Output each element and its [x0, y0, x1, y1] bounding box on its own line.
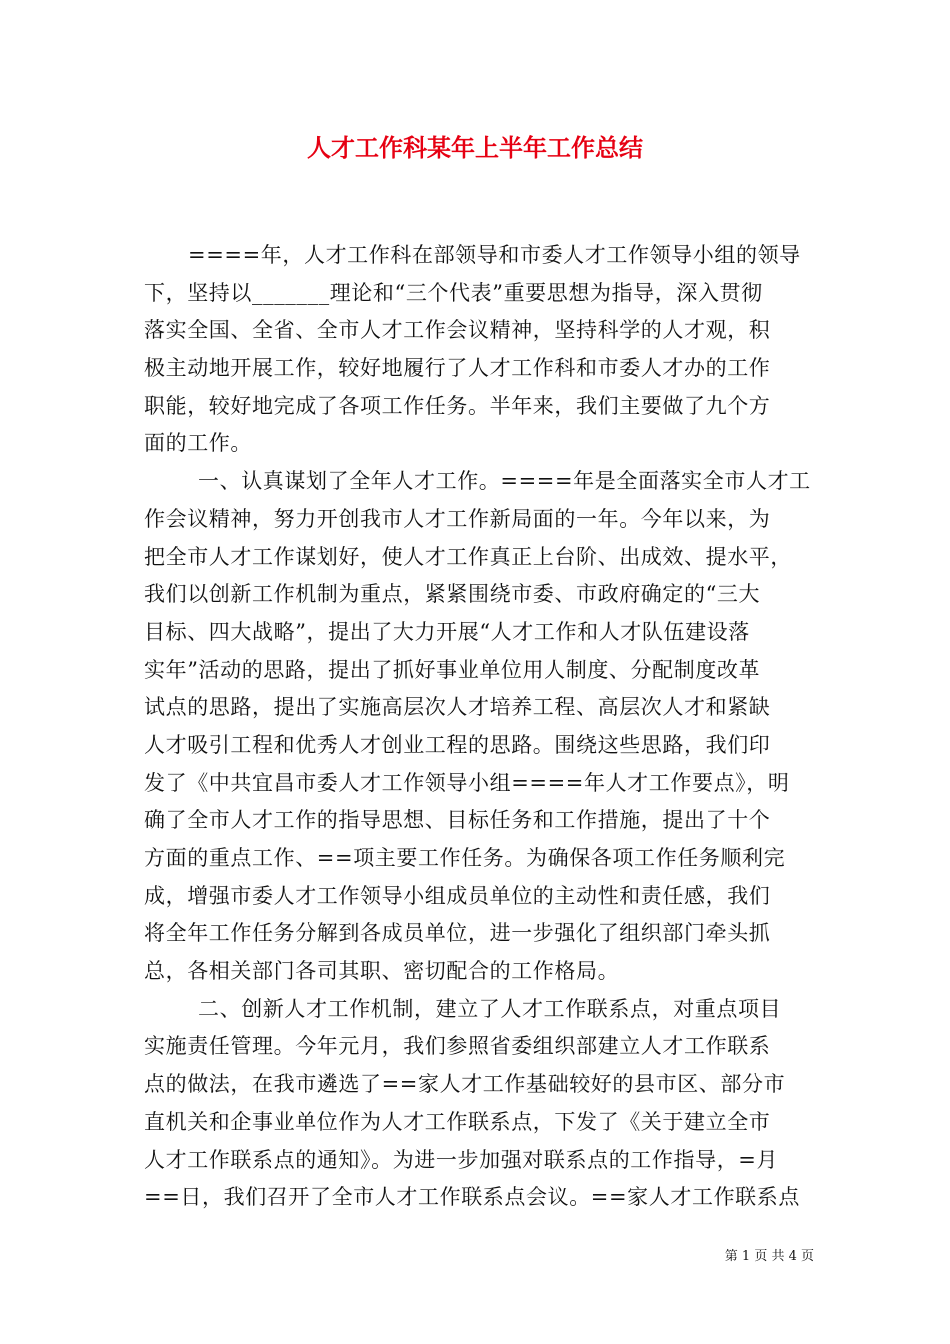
- text-line: 确了全市人才工作的指导思想、目标任务和工作措施，提出了十个: [144, 808, 771, 833]
- text-line: 落实全国、全省、全市人才工作会议精神，坚持科学的人才观，积: [144, 318, 771, 343]
- text-line: 二、创新人才工作机制，建立了人才工作联系点，对重点项目: [198, 996, 782, 1021]
- text-line: 将全年工作任务分解到各成员单位，进一步强化了组织部门牵头抓: [144, 921, 771, 946]
- text-line: 我们以创新工作机制为重点，紧紧围绕市委、市政府确定的“三大: [144, 582, 761, 607]
- text-line: 面的工作。: [144, 431, 252, 456]
- page-title: 人才工作科某年上半年工作总结: [307, 133, 643, 162]
- text-line: 实施责任管理。今年元月，我们参照省委组织部建立人才工作联系: [144, 1034, 771, 1059]
- paragraph-section-one: [144, 463, 814, 991]
- text-line: 试点的思路，提出了实施高层次人才培养工程、高层次人才和紧缺: [144, 695, 771, 720]
- text-line: 作会议精神，努力开创我市人才工作新局面的一年。今年以来，为: [144, 506, 771, 531]
- text-line: 方面的重点工作、==项主要工作任务。为确保各项工作任务顺利完: [144, 846, 786, 870]
- text-line: 实年”活动的思路，提出了抓好事业单位用人制度、分配制度改革: [144, 657, 761, 682]
- text-line: 目标、四大战略”，提出了大力开展“人才工作和人才队伍建设落: [144, 619, 750, 644]
- text-line: 成，增强市委人才工作领导小组成员单位的主动性和责任感，我们: [144, 883, 771, 908]
- text-line: ====年，人才工作科在部领导和市委人才工作领导小组的领导: [188, 243, 801, 267]
- text-line: 人才吸引工程和优秀人才创业工程的思路。围绕这些思路，我们印: [144, 732, 771, 757]
- paragraph-section-two: [144, 991, 814, 1217]
- text-line: 下，坚持以_______理论和“三个代表”重要思想为指导，深入贯彻: [144, 280, 763, 305]
- text-line: 直机关和企事业单位作为人才工作联系点，下发了《关于建立全市: [144, 1109, 771, 1134]
- text-line: 人才工作联系点的通知》。为进一步加强对联系点的工作指导，=月: [144, 1147, 779, 1172]
- text-line: 发了《中共宜昌市委人才工作领导小组====年人才工作要点》，明: [144, 770, 790, 795]
- text-line: 职能，较好地完成了各项工作任务。半年来，我们主要做了九个方: [144, 393, 771, 418]
- text-line: 点的做法，在我市遴选了==家人才工作基础较好的县市区、部分市: [144, 1072, 786, 1097]
- text-line: 总，各相关部门各司其职、密切配合的工作格局。: [144, 959, 620, 984]
- text-line: 极主动地开展工作，较好地履行了人才工作科和市委人才办的工作: [144, 356, 771, 381]
- page-number: 第 1 页 共 4 页: [724, 1249, 814, 1264]
- paragraph-intro: [144, 237, 814, 463]
- text-line: 把全市人才工作谋划好，使人才工作真正上台阶、出成效、提水平，: [144, 544, 792, 569]
- text-line: 一、认真谋划了全年人才工作。====年是全面落实全市人才工: [198, 469, 811, 494]
- text-line: ==日，我们召开了全市人才工作联系点会议。==家人才工作联系点: [144, 1185, 800, 1210]
- body-text: [144, 237, 814, 1217]
